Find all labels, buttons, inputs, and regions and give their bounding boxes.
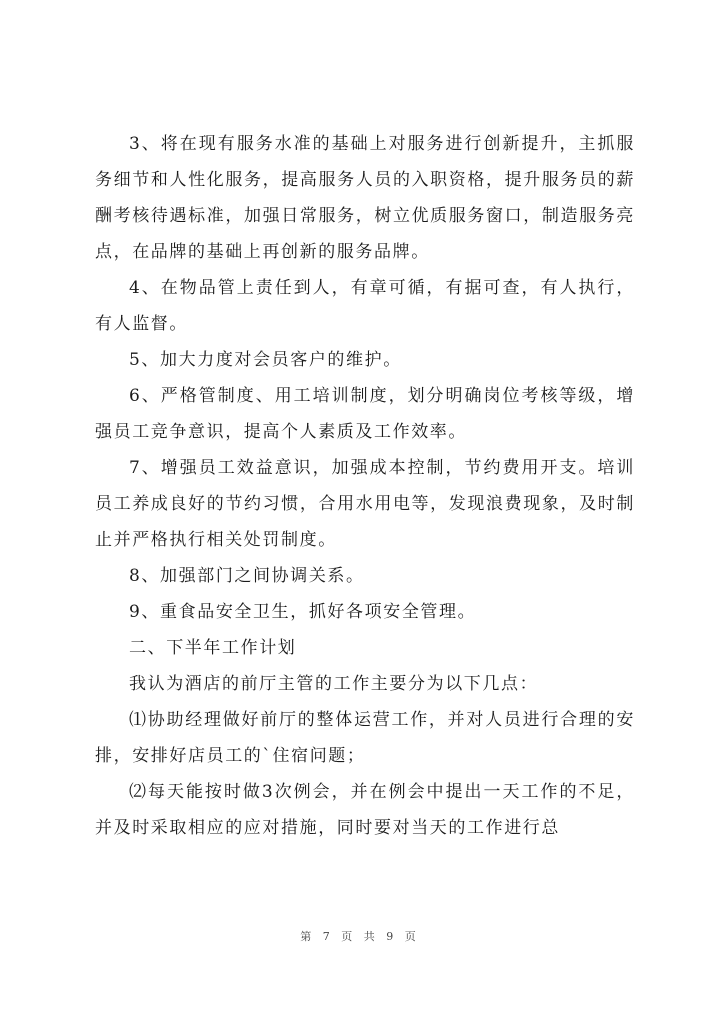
- document-body: [95, 126, 635, 846]
- paragraph-item-3: 3、将在现有服务水准的基础上对服务进行创新提升，主抓服务细节和人性化服务，提高服务人员的入职资格，提升服务员的薪酬考核待遇标准，加强日常服务，树立优质服务窗口，制造服务亮点，在品牌的基础上再创新的服务品牌。: [95, 134, 635, 262]
- paragraph-item-5: 5、加大力度对会员客户的维护。: [129, 350, 402, 370]
- paragraph-item-8: 8、加强部门之间协调关系。: [129, 566, 365, 586]
- page-number: 第 7 页 共 9 页: [300, 930, 420, 943]
- paragraph-item-4: 4、在物品管上责任到人，有章可循，有据可查，有人执行，有人监督。: [95, 278, 635, 334]
- paragraph-item-6: 6、严格管制度、用工培训制度，划分明确岗位考核等级，增强员工竞争意识，提高个人素质及工作效率。: [95, 386, 635, 442]
- intro-paragraph: 我认为酒店的前厅主管的工作主要分为以下几点：: [129, 674, 539, 694]
- section-heading: 二、下半年工作计划: [129, 638, 297, 658]
- paragraph-item-7: 7、增强员工效益意识，加强成本控制，节约费用开支。培训员工养成良好的节约习惯，合用水用电等，发现浪费现象，及时制止并严格执行相关处罚制度。: [95, 458, 635, 550]
- plan-item-1: ⑴协助经理做好前厅的整体运营工作，并对人员进行合理的安排，安排好店员工的`住宿问题；: [95, 710, 635, 766]
- plan-item-2: ⑵每天能按时做3次例会，并在例会中提出一天工作的不足，并及时采取相应的应对措施，同时要对当天的工作进行总: [95, 782, 635, 838]
- paragraph-item-9: 9、重食品安全卫生，抓好各项安全管理。: [129, 602, 477, 622]
